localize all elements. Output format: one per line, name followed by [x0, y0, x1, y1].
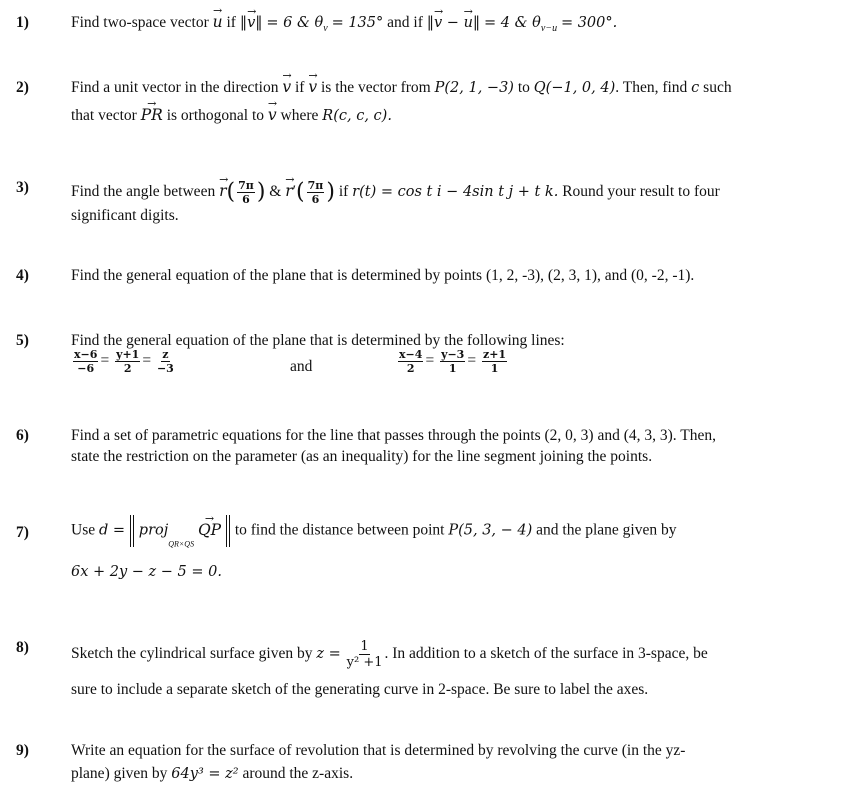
vector-u: → u [213, 15, 223, 31]
problem-number: 1) [16, 14, 29, 31]
worksheet-page: 1) Find two-space vector → u if ‖→ v‖ = 6 & $\theta_v = 135^\circ$ and if ‖→ v − → u‖ = 4 & $\theta_{v-u} = 300^\circ$. 2) Find a unit vector in the direction → v if → v is the vector from P(2, 1, −3) to Q(−1, 0, 4). Then, find c such that vector → PR is orthogonal to → v where R(c, c, c). 3) Find the angle between → r( $\frac{7\pi}{6}$ ) & → r′( $\frac{7\pi}{6}$ ) if r(t) = cos t i − 4sin t j + t k. Round your result to four significant digits. 4) Find the general equation of the plane that is determined by points (1, 2, -3), (2, 3, 1), and (0, -2, -1). 5) Find the general equation of the plane that is determined by the following lines: $\frac{x-6}{-6}$ = $\frac{y+1}{2}$ = $\frac{z}{-3}$ and $\frac{x-4}{2}$ = $\frac{y-3}{1}$ = $\frac{z+1}{1}$ 6) Find a set of parametric equations for the line that passes through the points (2, 0, 3) and (4, 3, 3). Then, state the restriction on the parameter (as an inequality) for the line segment joining the points. 7) Use d = proj$_{QR\times QS}$ → QP to find the distance between point P(5, 3, − 4) and the plane given by 6x + 2y − z − 5 = 0. 8) Sketch the cylindrical surface given by z = $\frac{1}{\text{y² +1}}$ . In addition to a sketch of the surface in 3-space, be sure to include a separate sketch of the generating curve in 2-space. Be sure to label the axes. 9) Write an equation for the surface of revolution that is determined by revolving the curve (in the yz- plane) given by 64y³ = z² around the z-axis. [0, 0, 866, 789]
line-equation-1: $\frac{x-6}{-6}$ = $\frac{y+1}{2}$ = $\frac{z}{-3}$ [74, 348, 174, 375]
line-equation-2: $\frac{x-4}{2}$ = $\frac{y-3}{1}$ = $\frac{z+1}{1}$ [399, 348, 507, 375]
